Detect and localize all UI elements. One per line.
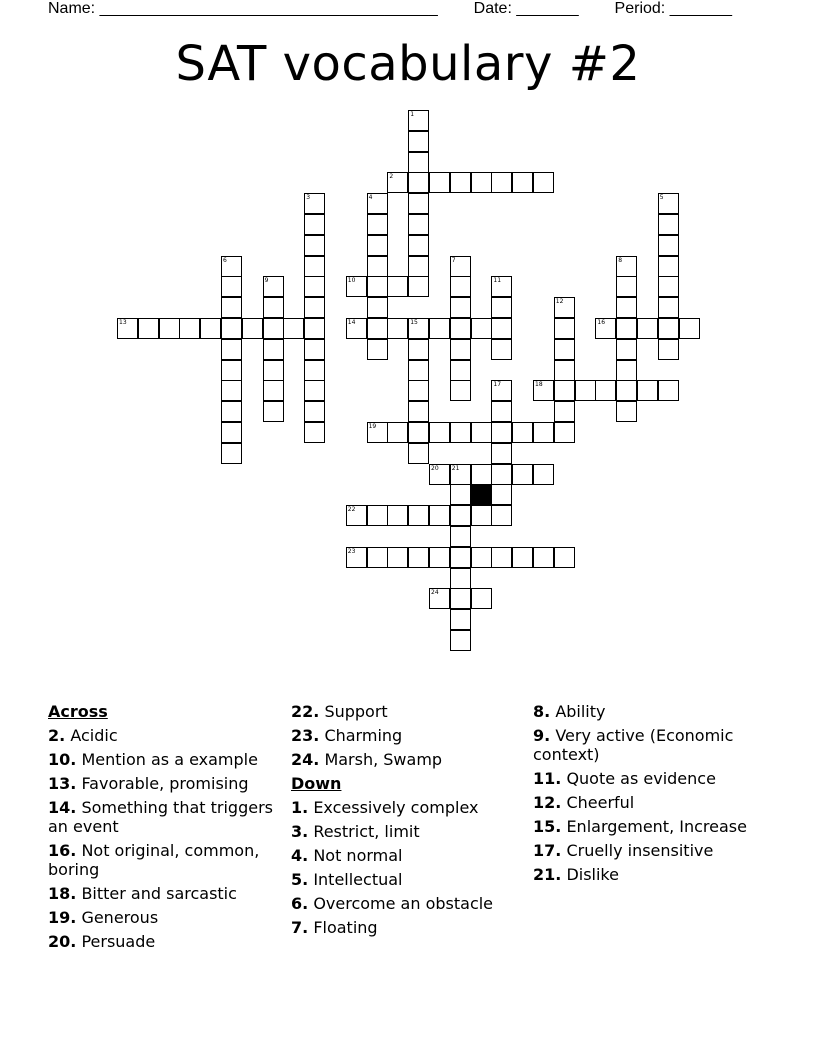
grid-cell[interactable] [221,380,242,401]
grid-cell[interactable] [658,214,679,235]
clue-text: Generous [81,908,159,927]
grid-cell[interactable] [408,360,429,381]
grid-cell[interactable] [263,297,284,318]
clue-number-21: 21 [451,464,460,472]
clue-number-6: 6 [223,256,227,264]
clue-number: 20. [48,932,77,951]
clue-number-19: 19 [368,423,377,430]
clue-number: 4. [291,846,309,865]
clue-number: 11. [533,769,562,788]
grid-cell[interactable] [263,318,284,339]
clue-across-2 [48,726,280,745]
grid-cell[interactable] [450,360,471,381]
grid-cell[interactable] [367,547,388,568]
clue-down-5 [291,870,523,889]
clue-number: 13. [48,774,77,793]
clue-number: 7. [291,918,309,937]
clue-across-13 [48,774,280,793]
clue-across-19 [48,908,280,927]
clue-number-8: 8 [618,256,623,264]
grid-cell[interactable] [367,505,388,526]
grid-cell[interactable] [491,401,512,422]
grid-cell[interactable] [387,422,408,443]
grid-cell[interactable] [471,505,492,526]
grid-cell[interactable] [554,318,575,339]
grid-cell[interactable] [554,401,575,422]
grid-cell[interactable] [221,297,242,318]
clue-across-24 [291,750,523,769]
clue-down-11 [533,769,765,788]
grid-cell[interactable] [637,380,658,401]
clue-text: Dislike [566,865,619,884]
clue-text: Favorable, promising [81,774,249,793]
grid-cell[interactable] [263,401,284,422]
clue-number: 18. [48,884,77,903]
clue-text: Persuade [81,932,156,951]
grid-cell[interactable] [658,318,679,339]
grid-cell[interactable] [408,152,429,173]
grid-cell[interactable] [408,443,429,464]
grid-cell[interactable] [471,172,492,193]
clue-across-10 [48,750,280,769]
grid-cell[interactable] [658,380,679,401]
clue-text: Not original, common, boring [48,841,260,879]
grid-cell[interactable] [533,464,554,485]
clue-text: Quote as evidence [566,769,716,788]
clue-text: Support [324,702,388,721]
grid-cell[interactable] [658,256,679,277]
grid-cell[interactable] [304,297,325,318]
grid-cell[interactable] [304,276,325,297]
grid-cell[interactable] [554,422,575,443]
grid-cell[interactable] [408,256,429,277]
grid-cell[interactable] [159,318,180,339]
grid-cell[interactable] [491,297,512,318]
grid-cell[interactable] [554,547,575,568]
grid-cell[interactable] [450,484,471,505]
grid-cell[interactable] [450,172,471,193]
grid-cell[interactable] [263,360,284,381]
clue-number: 19. [48,908,77,927]
clue-number: 3. [291,822,309,841]
clue-across-16 [48,841,280,879]
clue-across-22 [291,702,523,721]
clue-number: 12. [533,793,562,812]
black-cell [471,484,492,505]
clue-number-4: 4 [368,194,373,202]
grid-cell[interactable] [263,339,284,360]
grid-cell[interactable] [471,547,492,568]
grid-cell[interactable] [471,464,492,485]
clue-number: 1. [291,798,309,817]
clue-across-23 [291,726,523,745]
grid-cell[interactable] [138,318,159,339]
grid-cell[interactable] [450,588,471,609]
grid-cell[interactable] [408,214,429,235]
grid-cell[interactable] [221,360,242,381]
clue-number-7: 7 [451,256,456,264]
grid-cell[interactable] [575,380,596,401]
grid-cell[interactable] [450,297,471,318]
clue-number-11: 11 [493,277,502,285]
grid-cell[interactable] [429,505,450,526]
grid-cell[interactable] [637,318,658,339]
grid-cell[interactable] [221,339,242,360]
grid-cell[interactable] [429,318,450,339]
grid-cell[interactable] [491,172,512,193]
grid-cell[interactable] [367,318,388,339]
grid-cell[interactable] [491,464,512,485]
clue-text: Not normal [313,846,403,865]
clue-number: 2. [48,726,66,745]
grid-cell[interactable] [221,422,242,443]
grid-cell[interactable] [491,422,512,443]
clue-down-7 [291,918,523,937]
clue-text: Enlargement, Increase [566,817,747,836]
grid-cell[interactable] [221,318,242,339]
clue-number: 16. [48,841,77,860]
clue-down-21 [533,865,765,884]
grid-cell[interactable] [491,443,512,464]
grid-cell[interactable] [512,464,533,485]
grid-cell[interactable] [408,131,429,152]
grid-cell[interactable] [408,339,429,360]
clue-number: 9. [533,726,551,745]
down-heading: Down [291,774,342,793]
grid-cell[interactable] [491,547,512,568]
clues-column-3 [533,702,765,889]
clue-text: Something that triggers an event [48,798,273,836]
grid-cell[interactable] [304,360,325,381]
grid-cell[interactable] [367,256,388,277]
clue-number-5: 5 [659,194,664,202]
grid-cell[interactable] [304,318,325,339]
grid-cell[interactable] [616,401,637,422]
grid-cell[interactable] [616,318,637,339]
clue-number: 6. [291,894,309,913]
clue-text: Bitter and sarcastic [81,884,237,903]
grid-cell[interactable] [658,235,679,256]
page-title: SAT vocabulary #2 [175,36,641,92]
clue-text: Marsh, Swamp [324,750,443,769]
clue-number-14: 14 [347,319,356,326]
grid-cell[interactable] [221,443,242,464]
grid-cell[interactable] [304,256,325,277]
clue-down-17 [533,841,765,860]
grid-cell[interactable] [221,276,242,297]
grid-cell[interactable] [304,339,325,360]
grid-cell[interactable] [408,401,429,422]
grid-cell[interactable] [450,318,471,339]
grid-cell[interactable] [491,318,512,339]
clue-number-18: 18 [535,381,543,389]
grid-cell[interactable] [304,214,325,235]
grid-cell[interactable] [304,235,325,256]
clue-text: Intellectual [313,870,403,889]
grid-cell[interactable] [387,318,408,339]
clue-number: 21. [533,865,562,884]
clue-text: Very active (Economic context) [533,726,734,764]
clues-column-2 [291,702,523,942]
grid-cell[interactable] [367,297,388,318]
grid-cell[interactable] [450,568,471,589]
clue-down-9 [533,726,765,764]
grid-cell[interactable] [533,547,554,568]
grid-cell[interactable] [263,380,284,401]
clue-number: 22. [291,702,320,721]
grid-cell[interactable] [450,422,471,443]
clue-down-6 [291,894,523,913]
clue-number: 8. [533,702,551,721]
grid-cell[interactable] [304,380,325,401]
across-heading: Across [48,702,108,721]
grid-cell[interactable] [408,547,429,568]
clue-number-20: 20 [431,464,439,472]
grid-cell[interactable] [450,505,471,526]
period-field[interactable]: Period: _______ [614,0,732,17]
grid-cell[interactable] [491,484,512,505]
grid-cell[interactable] [616,276,637,297]
grid-cell[interactable] [679,318,700,339]
clue-number: 17. [533,841,562,860]
grid-cell[interactable] [408,235,429,256]
clue-number-9: 9 [264,277,269,285]
grid-cell[interactable] [221,401,242,422]
grid-cell[interactable] [658,297,679,318]
clue-text: Ability [555,702,606,721]
grid-cell[interactable] [658,339,679,360]
clue-down-3 [291,822,523,841]
grid-cell[interactable] [429,547,450,568]
clue-text: Restrict, limit [313,822,420,841]
clue-down-4 [291,846,523,865]
grid-cell[interactable] [200,318,221,339]
grid-cell[interactable] [512,172,533,193]
grid-cell[interactable] [533,422,554,443]
clue-number-10: 10 [347,277,356,285]
clue-number-15: 15 [410,319,418,326]
clue-number: 5. [291,870,309,889]
grid-cell[interactable] [471,588,492,609]
grid-cell[interactable] [554,360,575,381]
clue-across-20 [48,932,280,951]
grid-cell[interactable] [554,339,575,360]
grid-cell[interactable] [658,276,679,297]
grid-cell[interactable] [616,360,637,381]
clue-number-24: 24 [431,589,439,597]
grid-cell[interactable] [512,422,533,443]
grid-cell[interactable] [367,276,388,297]
grid-cell[interactable] [408,380,429,401]
clue-number-3: 3 [306,194,311,202]
clue-number-16: 16 [597,319,606,326]
clue-number-17: 17 [493,381,502,389]
clue-number: 23. [291,726,320,745]
clue-across-14 [48,798,280,836]
grid-cell[interactable] [491,505,512,526]
grid-cell[interactable] [429,172,450,193]
clue-number-13: 13 [119,319,127,326]
grid-cell[interactable] [512,547,533,568]
clue-number: 14. [48,798,77,817]
name-field[interactable]: Name: ______________________________________ [48,0,438,17]
clue-text: Floating [313,918,378,937]
grid-cell[interactable] [408,193,429,214]
clue-text: Cheerful [566,793,635,812]
grid-cell[interactable] [616,339,637,360]
grid-cell[interactable] [408,276,429,297]
grid-cell[interactable] [450,630,471,651]
clue-text: Mention as a example [81,750,258,769]
grid-cell[interactable] [471,422,492,443]
clue-down-12 [533,793,765,812]
grid-cell[interactable] [179,318,200,339]
clue-number-22: 22 [347,506,356,514]
grid-cell[interactable] [283,318,304,339]
grid-cell[interactable] [367,235,388,256]
grid-cell[interactable] [616,380,637,401]
grid-cell[interactable] [304,401,325,422]
clue-number-23: 23 [347,547,356,555]
clue-text: Overcome an obstacle [313,894,494,913]
grid-cell[interactable] [304,422,325,443]
grid-cell[interactable] [387,276,408,297]
grid-cell[interactable] [533,172,554,193]
clue-number: 10. [48,750,77,769]
clue-down-15 [533,817,765,836]
grid-cell[interactable] [408,422,429,443]
clue-down-8 [533,702,765,721]
clue-text: Cruelly insensitive [566,841,714,860]
grid-cell[interactable] [491,339,512,360]
grid-cell[interactable] [387,547,408,568]
clue-down-1 [291,798,523,817]
clue-number-12: 12 [555,298,564,306]
clue-text: Charming [324,726,403,745]
clue-number: 15. [533,817,562,836]
grid-cell[interactable] [429,422,450,443]
grid-cell[interactable] [408,505,429,526]
grid-cell[interactable] [450,609,471,630]
clue-text: Excessively complex [313,798,479,817]
grid-cell[interactable] [554,380,575,401]
grid-cell[interactable] [450,339,471,360]
clue-number-2: 2 [389,173,394,181]
clue-text: Acidic [70,726,118,745]
grid-cell[interactable] [450,380,471,401]
clue-across-18 [48,884,280,903]
grid-cell[interactable] [450,276,471,297]
grid-cell[interactable] [450,526,471,547]
clues-column-1 [48,702,280,956]
date-field[interactable]: Date: _______ [473,0,579,17]
grid-cell[interactable] [471,318,492,339]
grid-cell[interactable] [242,318,263,339]
clue-number: 24. [291,750,320,769]
grid-cell[interactable] [616,297,637,318]
grid-cell[interactable] [387,505,408,526]
grid-cell[interactable] [450,547,471,568]
grid-cell[interactable] [367,214,388,235]
grid-cell[interactable] [408,172,429,193]
clue-number-1: 1 [410,111,415,118]
grid-cell[interactable] [367,339,388,360]
grid-cell[interactable] [595,380,616,401]
